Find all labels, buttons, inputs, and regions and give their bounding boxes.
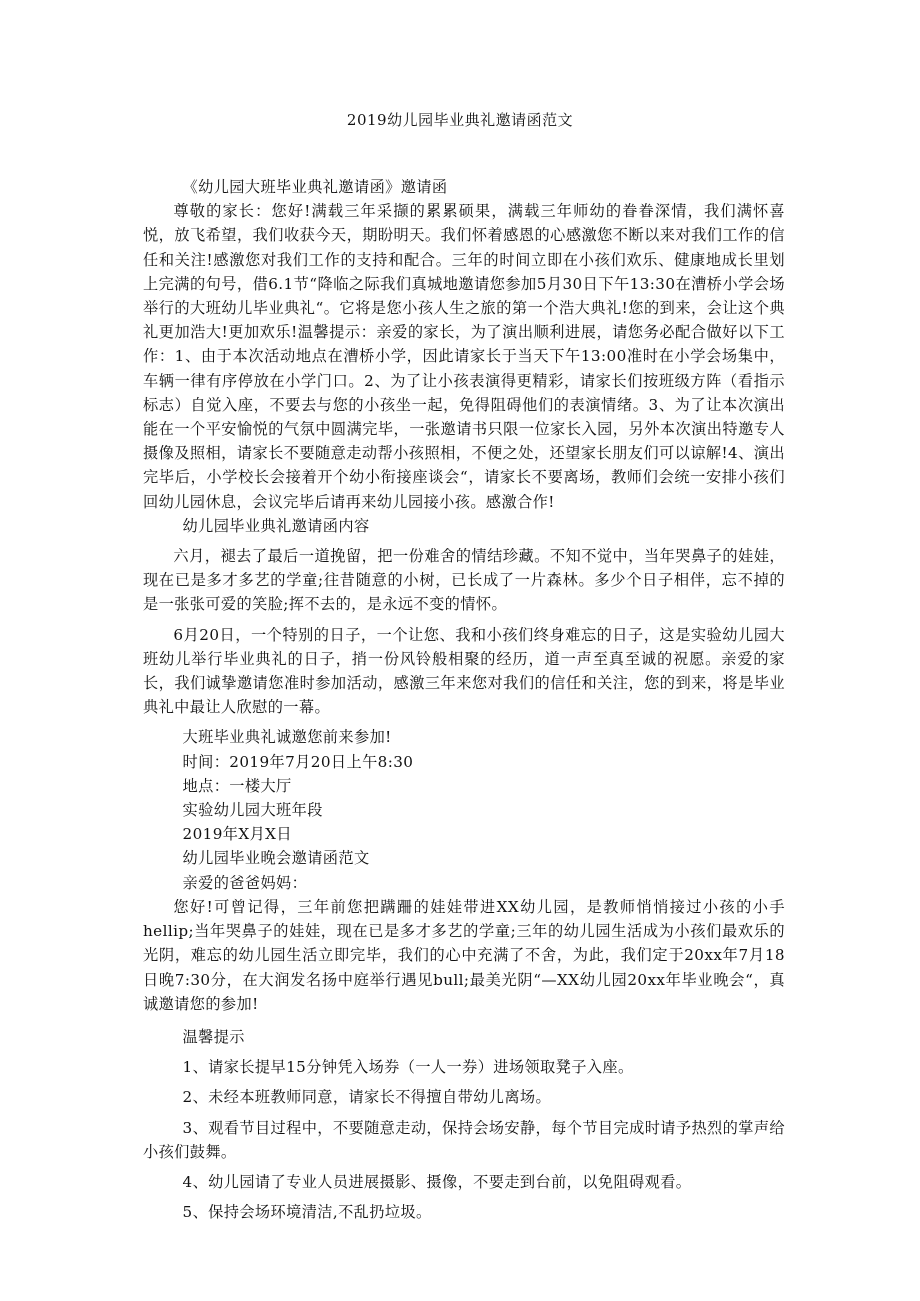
june-paragraph: 六月，褪去了最后一道挽留，把一份难舍的情结珍藏。不知不觉中，当年哭鼻子的娃娃，现在已是多才多艺的学童;往昔随意的小树，已长成了一片森林。多少个日子相伴，忘不掉的是一张张可爱的笑脸;挥不去的，是永远不变的情怀。 bbox=[143, 547, 785, 614]
document-title: 2019幼儿园毕业典礼邀请函范文 bbox=[346, 111, 574, 129]
tip-item-2: 2、未经本班教师同意，请家长不得擅自带幼儿离场。 bbox=[182, 1088, 552, 1107]
invitation-heading: 《幼儿园大班毕业典礼邀请函》邀请函 bbox=[182, 178, 448, 196]
tip-item-4: 4、幼儿园请了专业人员进展摄影、摄像，不要走到台前，以免阻碍观看。 bbox=[182, 1172, 692, 1191]
tip-item-3: 3、观看节目过程中，不要随意走动，保持会场安静，每个节目完成时请予热烈的掌声给小孩们鼓舞。 bbox=[143, 1118, 785, 1161]
organizer-line: 实验幼儿园大班年段 bbox=[182, 801, 323, 820]
document-body bbox=[143, 175, 785, 1224]
location-line: 地点：一楼大厅 bbox=[182, 776, 292, 795]
tip-item-5: 5、保持会场环境清洁,不乱扔垃圾。 bbox=[182, 1203, 432, 1222]
party-invitation-paragraph: 您好!可曾记得，三年前您把蹒跚的娃娃带进XX幼儿园，是教师悄悄接过小孩的小手hellip;当年哭鼻子的娃娃，现在已是多才多艺的学童;三年的幼儿园生活成为小孩们最欢乐的光阴，难忘的幼儿园生活立即完毕，我们的心中充满了不舍，为此，我们定于20xx年7月18日晚7:30分，在大润发名扬中庭举行遇见bull;最美光阴“—XX幼儿园20xx年毕业晚会“，真诚邀请您的参加! bbox=[143, 897, 785, 1013]
tips-heading: 温馨提示 bbox=[182, 1027, 245, 1046]
date-line: 2019年X月X日 bbox=[182, 825, 292, 844]
time-line: 时间：2019年7月20日上午8:30 bbox=[182, 752, 414, 771]
section-heading-content: 幼儿园毕业典礼邀请函内容 bbox=[182, 516, 370, 535]
invitation-letter-paragraph: 尊敬的家长：您好!满载三年采撷的累累硕果，满载三年师幼的眷眷深情，我们满怀喜悦，放飞希望，我们收获今天，期盼明天。我们怀着感恩的心感激您不断以来对我们工作的信任和关注!感激您对我们工作的支持和配合。三年的时间立即在小孩们欢乐、健康地成长里划上完满的句号，借6.1节“降临之际我们真城地邀请您参加5月30日下午13:30在漕桥小学会场举行的大班幼儿毕业典礼“。它将是您小孩人生之旅的第一个浩大典礼!您的到来，会让这个典礼更加浩大!更加欢乐!温馨提示：亲爱的家长，为了演出顺利进展，请您务必配合做好以下工作：1、由于本次活动地点在漕桥小学，因此请家长于当天下午13:00准时在小学会场集中，车辆一律有序停放在小学门口。2、为了让小孩表演得更精彩，请家长们按班级方阵（看指示标志）自觉入座，不要去与您的小孩坐一起，免得阻碍他们的表演情绪。3、为了让本次演出能在一个平安愉悦的气氛中圆满完毕，一张邀请书只限一位家长入园，另外本次演出特邀专人摄像及照相，请家长不要随意走动帮小孩照相，不便之处，还望家长朋友们可以谅解!4、演出完毕后，小学校长会接着开个幼小衔接座谈会“，请家长不要离场，教师们会统一安排小孩们回幼儿园休息，会议完毕后请再来幼儿园接小孩。感激合作! bbox=[143, 202, 785, 511]
tip-item-1: 1、请家长提早15分钟凭入场券（一人一券）进场领取凳子入座。 bbox=[182, 1058, 634, 1077]
june-20-paragraph: 6月20日，一个特别的日子，一个让您、我和小孩们终身难忘的日子，这是实验幼儿园大班幼儿举行毕业典礼的日子，捎一份风铃般相聚的经历，道一声至真至诚的祝愿。亲爱的家长，我们诚挚邀请您准时参加活动，感激三年来您对我们的信任和关注，您的到来，将是毕业典礼中最让人欣慰的一幕。 bbox=[143, 625, 785, 717]
invite-line: 大班毕业典礼诚邀您前来参加! bbox=[182, 728, 392, 747]
greeting-line: 亲爱的爸爸妈妈： bbox=[182, 873, 308, 892]
section-heading-party: 幼儿园毕业晚会邀请函范文 bbox=[182, 849, 370, 868]
